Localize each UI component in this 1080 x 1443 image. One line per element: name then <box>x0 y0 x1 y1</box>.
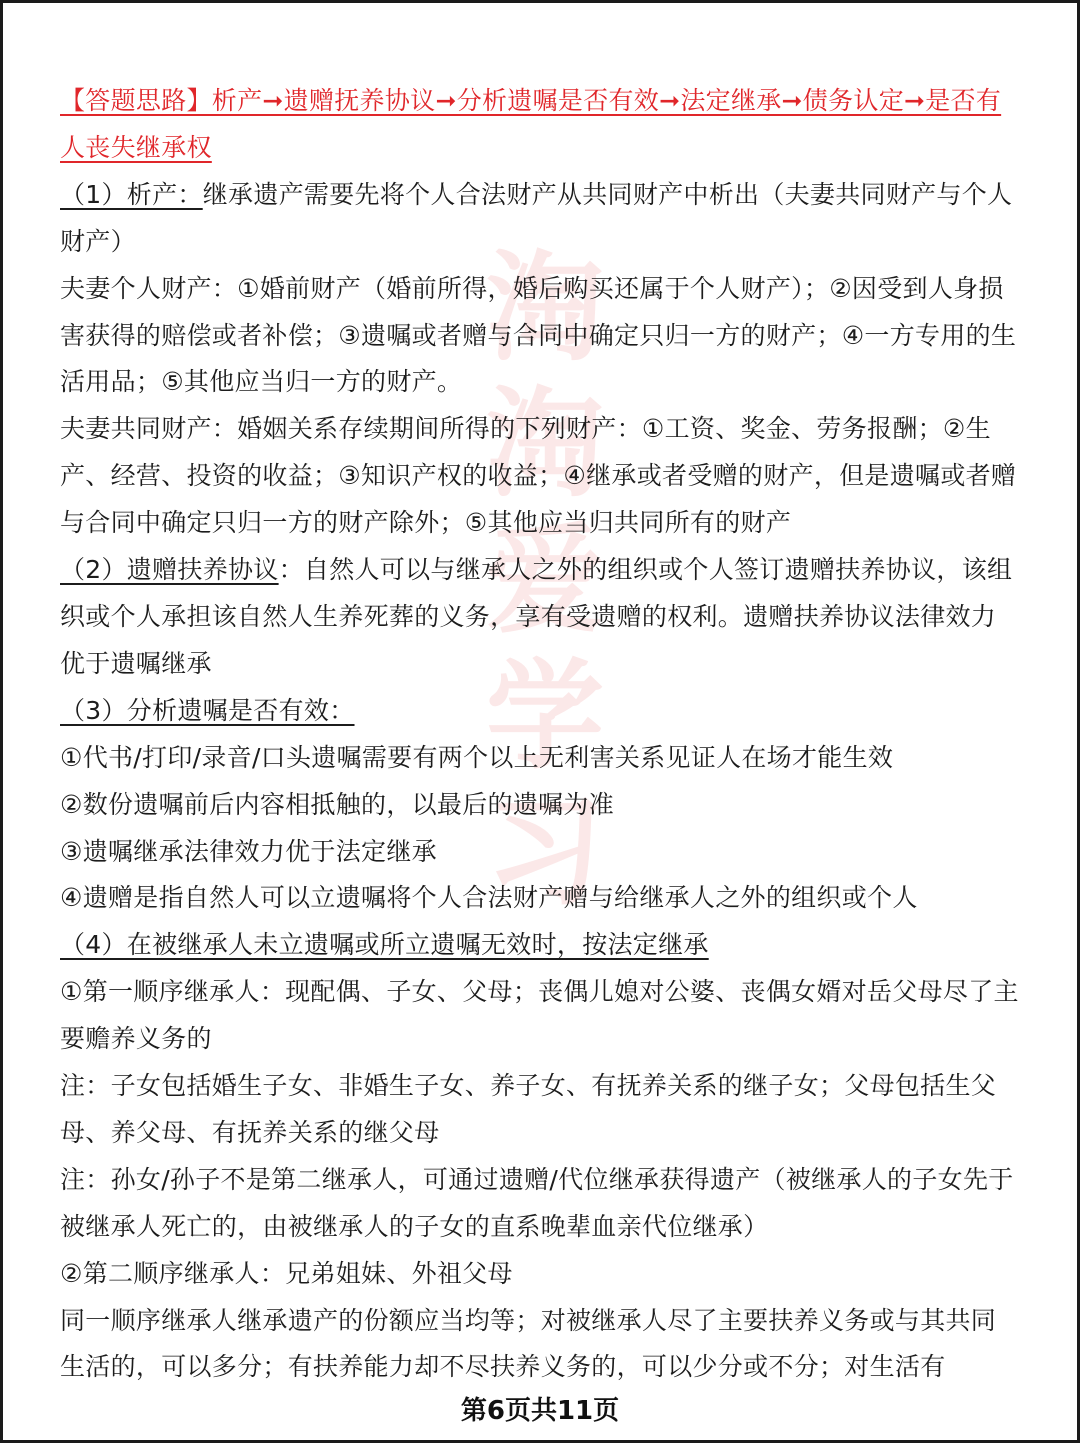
note-children-parents: 注：子女包括婚生子女、非婚生子女、养子女、有抚养关系的继子女；父母包括生父母、养父母、有抚养关系的继父母 <box>60 1071 997 1147</box>
section-3-heading: （3）分析遗嘱是否有效： <box>60 695 355 725</box>
section-4-heading: （4）在被继承人未立遗嘱或所立遗嘱无效时，按法定继承 <box>60 930 709 960</box>
document-body <box>60 78 1020 1391</box>
will-rule-item: ①代书/打印/录音/口头遗嘱需要有两个以上无利害关系见证人在场才能生效 <box>60 742 894 772</box>
section-4 <box>60 922 1020 969</box>
note-grandchildren: 注：孙女/孙子不是第二继承人，可通过遗赠/代位继承获得遗产（被继承人的子女先于被继承人死亡的，由被继承人的子女的直系晚辈血亲代位继承） <box>60 1164 1014 1241</box>
inheritance-share-rule: 同一顺序继承人继承遗产的份额应当均等；对被继承人尽了主要扶养义务或与其共同生活的，可以多分；有扶养能力却不尽扶养义务的，可以少分或不分；对生活有 <box>60 1305 997 1382</box>
will-rule-item: ③遗嘱继承法律效力优于法定继承 <box>60 836 437 866</box>
second-order-heirs: ②第二顺序继承人：兄弟姐妹、外祖父母 <box>60 1258 513 1288</box>
page-number: 第6页共11页 <box>460 1396 620 1426</box>
section-2 <box>60 547 1020 688</box>
section-1 <box>60 172 1020 266</box>
section-2-heading: （2）遗赠扶养协议 <box>60 555 279 585</box>
answer-approach-text: 【答题思路】析产➞遗赠抚养协议➞分析遗嘱是否有效➞法定继承➞债务认定➞是否有人丧失继承权 <box>60 86 1002 162</box>
personal-property: 夫妻个人财产：①婚前财产（婚前所得，婚后购买还属于个人财产）；②因受到人身损害获得的赔偿或者补偿；③遗嘱或者赠与合同中确定只归一方的财产；④一方专用的生活用品；⑤其他应当归一方的财产。 <box>60 273 1017 397</box>
will-rule-item: ④遗赠是指自然人可以立遗嘱将个人合法财产赠与给继承人之外的组织或个人 <box>60 883 918 913</box>
will-rule-item: ②数份遗嘱前后内容相抵触的，以最后的遗嘱为准 <box>60 789 615 819</box>
joint-property: 夫妻共同财产：婚姻关系存续期间所得的下列财产：①工资、奖金、劳务报酬；②生产、经营、投资的收益；③知识产权的收益；④继承或者受赠的财产，但是遗嘱或者赠与合同中确定只归一方的财产除外；⑤其他应当归共同所有的财产 <box>60 414 1017 538</box>
section-1-heading: （1）析产： <box>60 179 203 209</box>
section-3 <box>60 688 1020 735</box>
answer-approach-title <box>60 78 1020 172</box>
first-order-heirs: ①第一顺序继承人：现配偶、子女、父母；丧偶儿媳对公婆、丧偶女婿对岳父母尽了主要赡养义务的 <box>60 977 1019 1054</box>
section-2-text: ：自然人可以与继承人之外的组织或个人签订遗赠扶养协议，该组织或个人承担该自然人生养死葬的义务，享有受遗赠的权利。遗赠扶养协议法律效力优于遗嘱继承 <box>60 555 1013 678</box>
section-1-text: 继承遗产需要先将个人合法财产从共同财产中析出（夫妻共同财产与个人财产） <box>60 179 1013 256</box>
